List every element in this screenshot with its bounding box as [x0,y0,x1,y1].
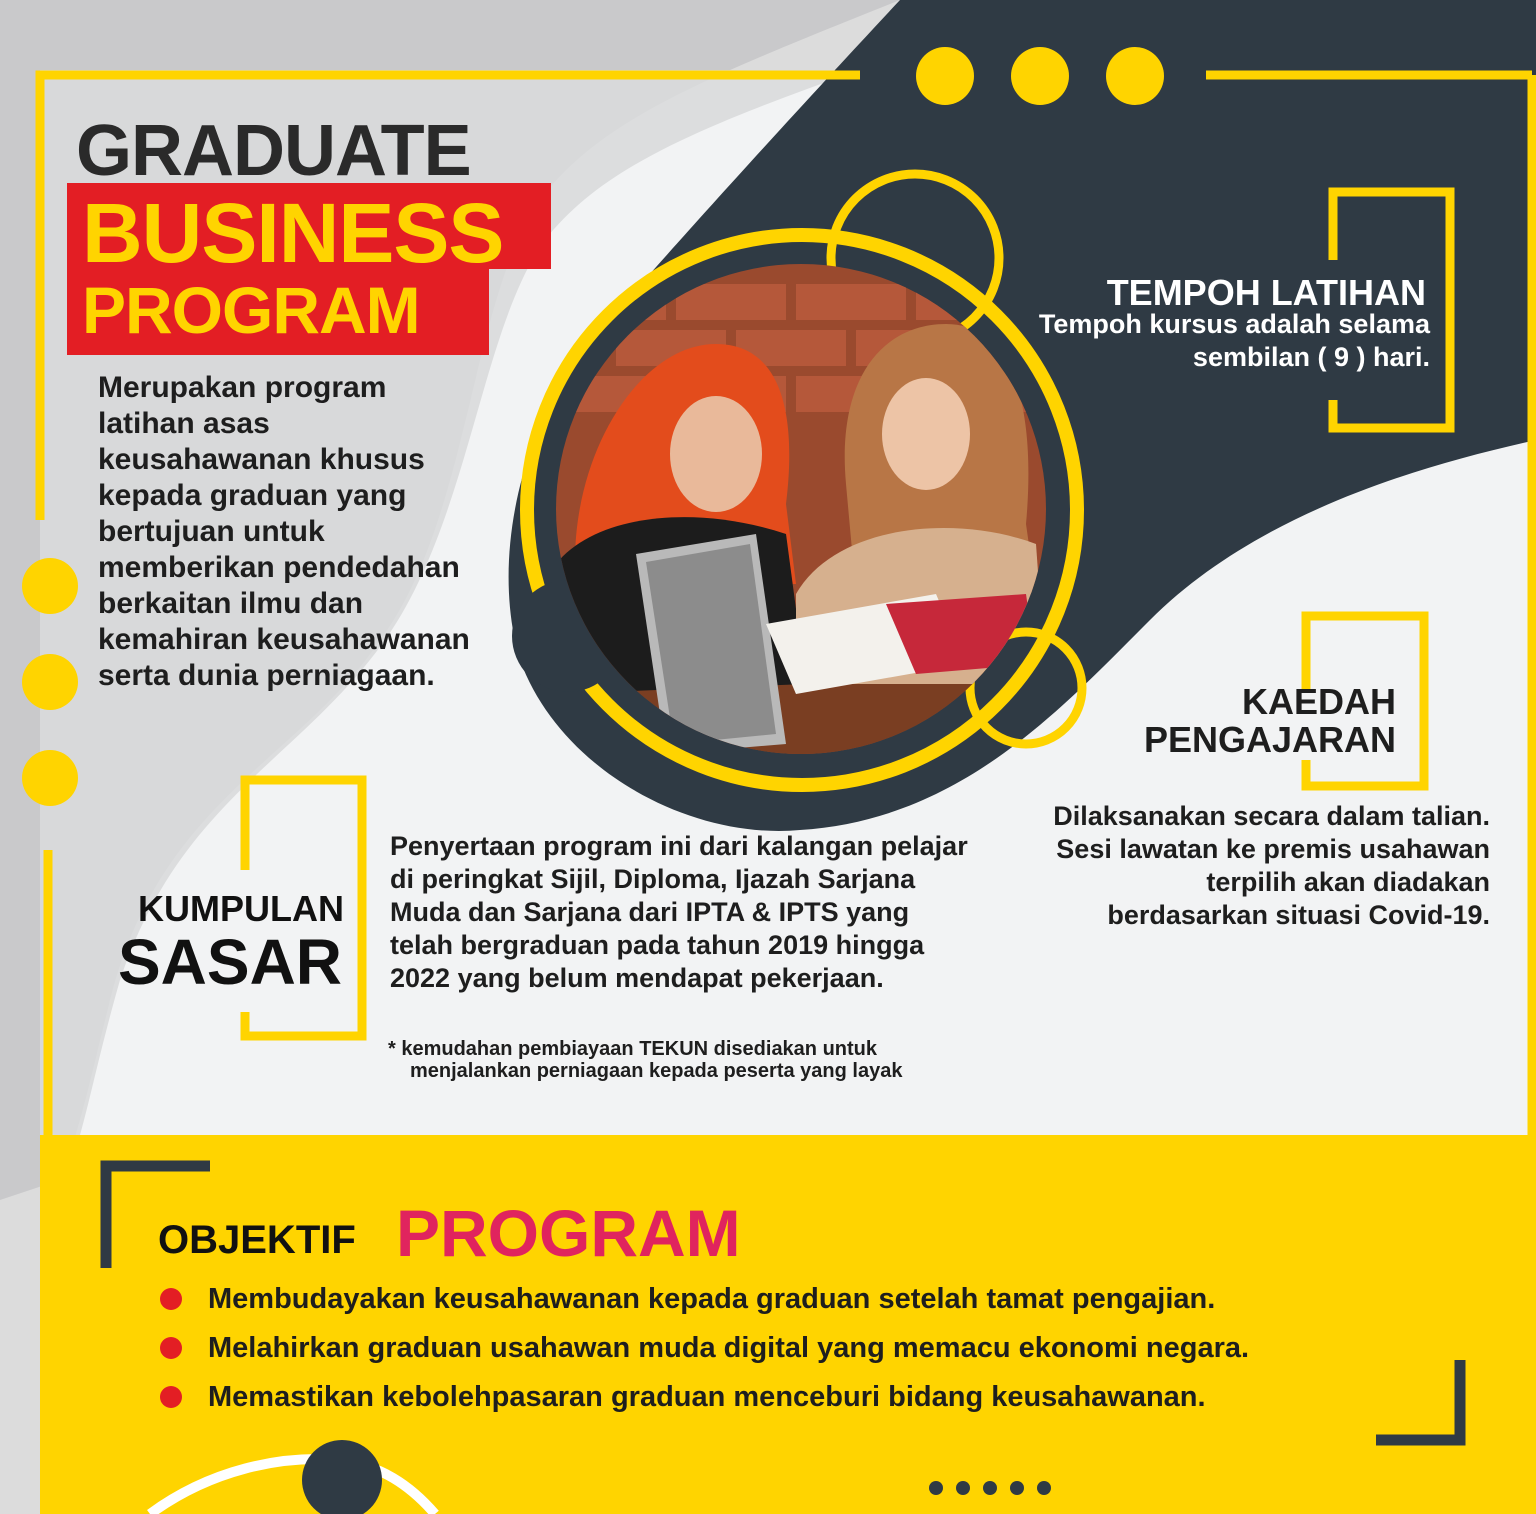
footnote [388,1038,1028,1082]
tempoh-title: TEMPOH LATIHAN [1106,272,1426,313]
footnote-line2: menjalankan perniagaan kepada peserta yang layak [410,1060,903,1082]
kumpulan-body: Penyertaan program ini dari kalangan pelajar di peringkat Sijil, Diploma, Ijazah Sarjana Muda dan Sarjana dari IPTA & IPTS yang telah bergraduan pada tahun 2019 hingga 2022 yang belum mendapat pekerjaan. [390,831,968,993]
bullet-icon [160,1337,182,1359]
list-item [160,1280,1249,1329]
objektif-list [160,1280,1249,1427]
objektif-item-text: Melahirkan graduan usahawan muda digital yang memacu ekonomi negara. [208,1332,1250,1364]
footnote-line1: * kemudahan pembiayaan TEKUN disediakan untuk [388,1038,878,1060]
objektif-label: OBJEKTIF [158,1218,356,1262]
objektif-item-text: Membudayakan keusahawanan kepada graduan setelah tamat pengajian. [208,1283,1216,1315]
kaedah-title [1144,683,1396,759]
photo [556,264,1046,754]
photo-two-women-with-tablet-icon [556,264,1046,754]
objektif-accent: PROGRAM [396,1196,741,1270]
tempoh-body: Tempoh kursus adalah selama sembilan ( 9 ) hari. [1038,309,1430,372]
title-business: BUSINESS [82,186,504,280]
list-item [160,1329,1249,1378]
sasar-title: SASAR [117,926,342,998]
title-program: PROGRAM [82,273,420,347]
kaedah-title-line1: KAEDAH [1241,681,1396,722]
bullet-icon [160,1288,182,1310]
objektif-item-text: Memastikan kebolehpasaran graduan menceburi bidang keusahawanan. [208,1381,1206,1413]
bullet-icon [160,1386,182,1408]
kumpulan-title: KUMPULAN [138,888,344,929]
list-item [160,1378,1249,1427]
kaedah-body: Dilaksanakan secara dalam talian. Sesi lawatan ke premis usahawan terpilih akan diadakan berdasarkan situasi Covid-19. [1053,801,1490,930]
intro-text: Merupakan program latihan asas keusahawanan khusus kepada graduan yang bertujuan untuk memberikan pendedahan berkaitan ilmu dan kemahiran keusahawanan serta dunia perniagaan. [98,371,470,692]
kaedah-title-line2: PENGAJARAN [1143,719,1396,760]
title-graduate: GRADUATE [76,111,471,191]
